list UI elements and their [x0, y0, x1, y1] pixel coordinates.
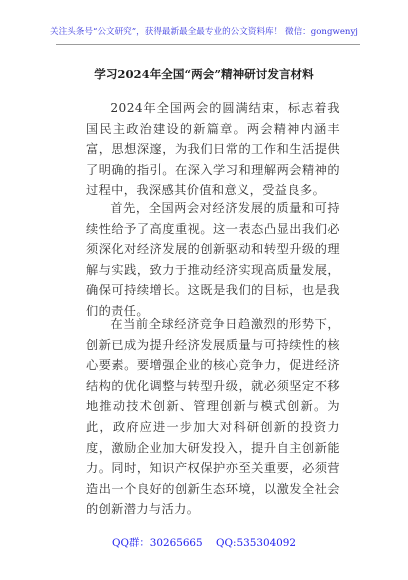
body-paragraph-3: 在当前全球经济竞争日趋激烈的形势下，创新已成为提升经济发展质量与可持续性的核心要素。要增强企业的核心竞争力，促进经济结构的优化调整与转型升级，就必须坚定不移地推动技术创新、管理创新与模式创新。为此，政府应进一步加大对科研创新的投资力度，激励企业加大研发投入，提升自主创新能力。同时，知识产权保护亦至关重要，必须营造出一个良好的创新生态环境，以激发全社会的创新潜力与活力。 — [86, 317, 340, 517]
footer-qq: QQ:535304092 — [215, 537, 297, 549]
footer-contact — [0, 536, 408, 550]
document-title: 学习2024年全国“两会”精神研讨发言材料 — [94, 67, 314, 81]
body-paragraph-1: 2024年全国两会的圆满结束，标志着我国民主政治建设的新篇章。两会精神内涵丰富，思想深邃，为我们日常的工作和生活提供了明确的指引。在深入学习和理解两会精神的过程中，我深感其价值和意义，受益良多。 — [86, 101, 340, 198]
body-paragraph-2: 首先，全国两会对经济发展的质量和可持续性给予了高度重视。这一表态凸显出我们必须深化对经济发展的创新驱动和转型升级的理解与实践，致力于推动经济实现高质量发展，确保可持续增长。这既是我们的目标，也是我们的责任。 — [86, 201, 340, 318]
header-divider — [56, 44, 360, 45]
header-banner: 关注头条号“公文研究”，获得最新最全最专业的公文资料库！ 微信：gongwenyj — [50, 27, 358, 37]
footer-qq-group: QQ群：30265665 — [111, 537, 203, 549]
